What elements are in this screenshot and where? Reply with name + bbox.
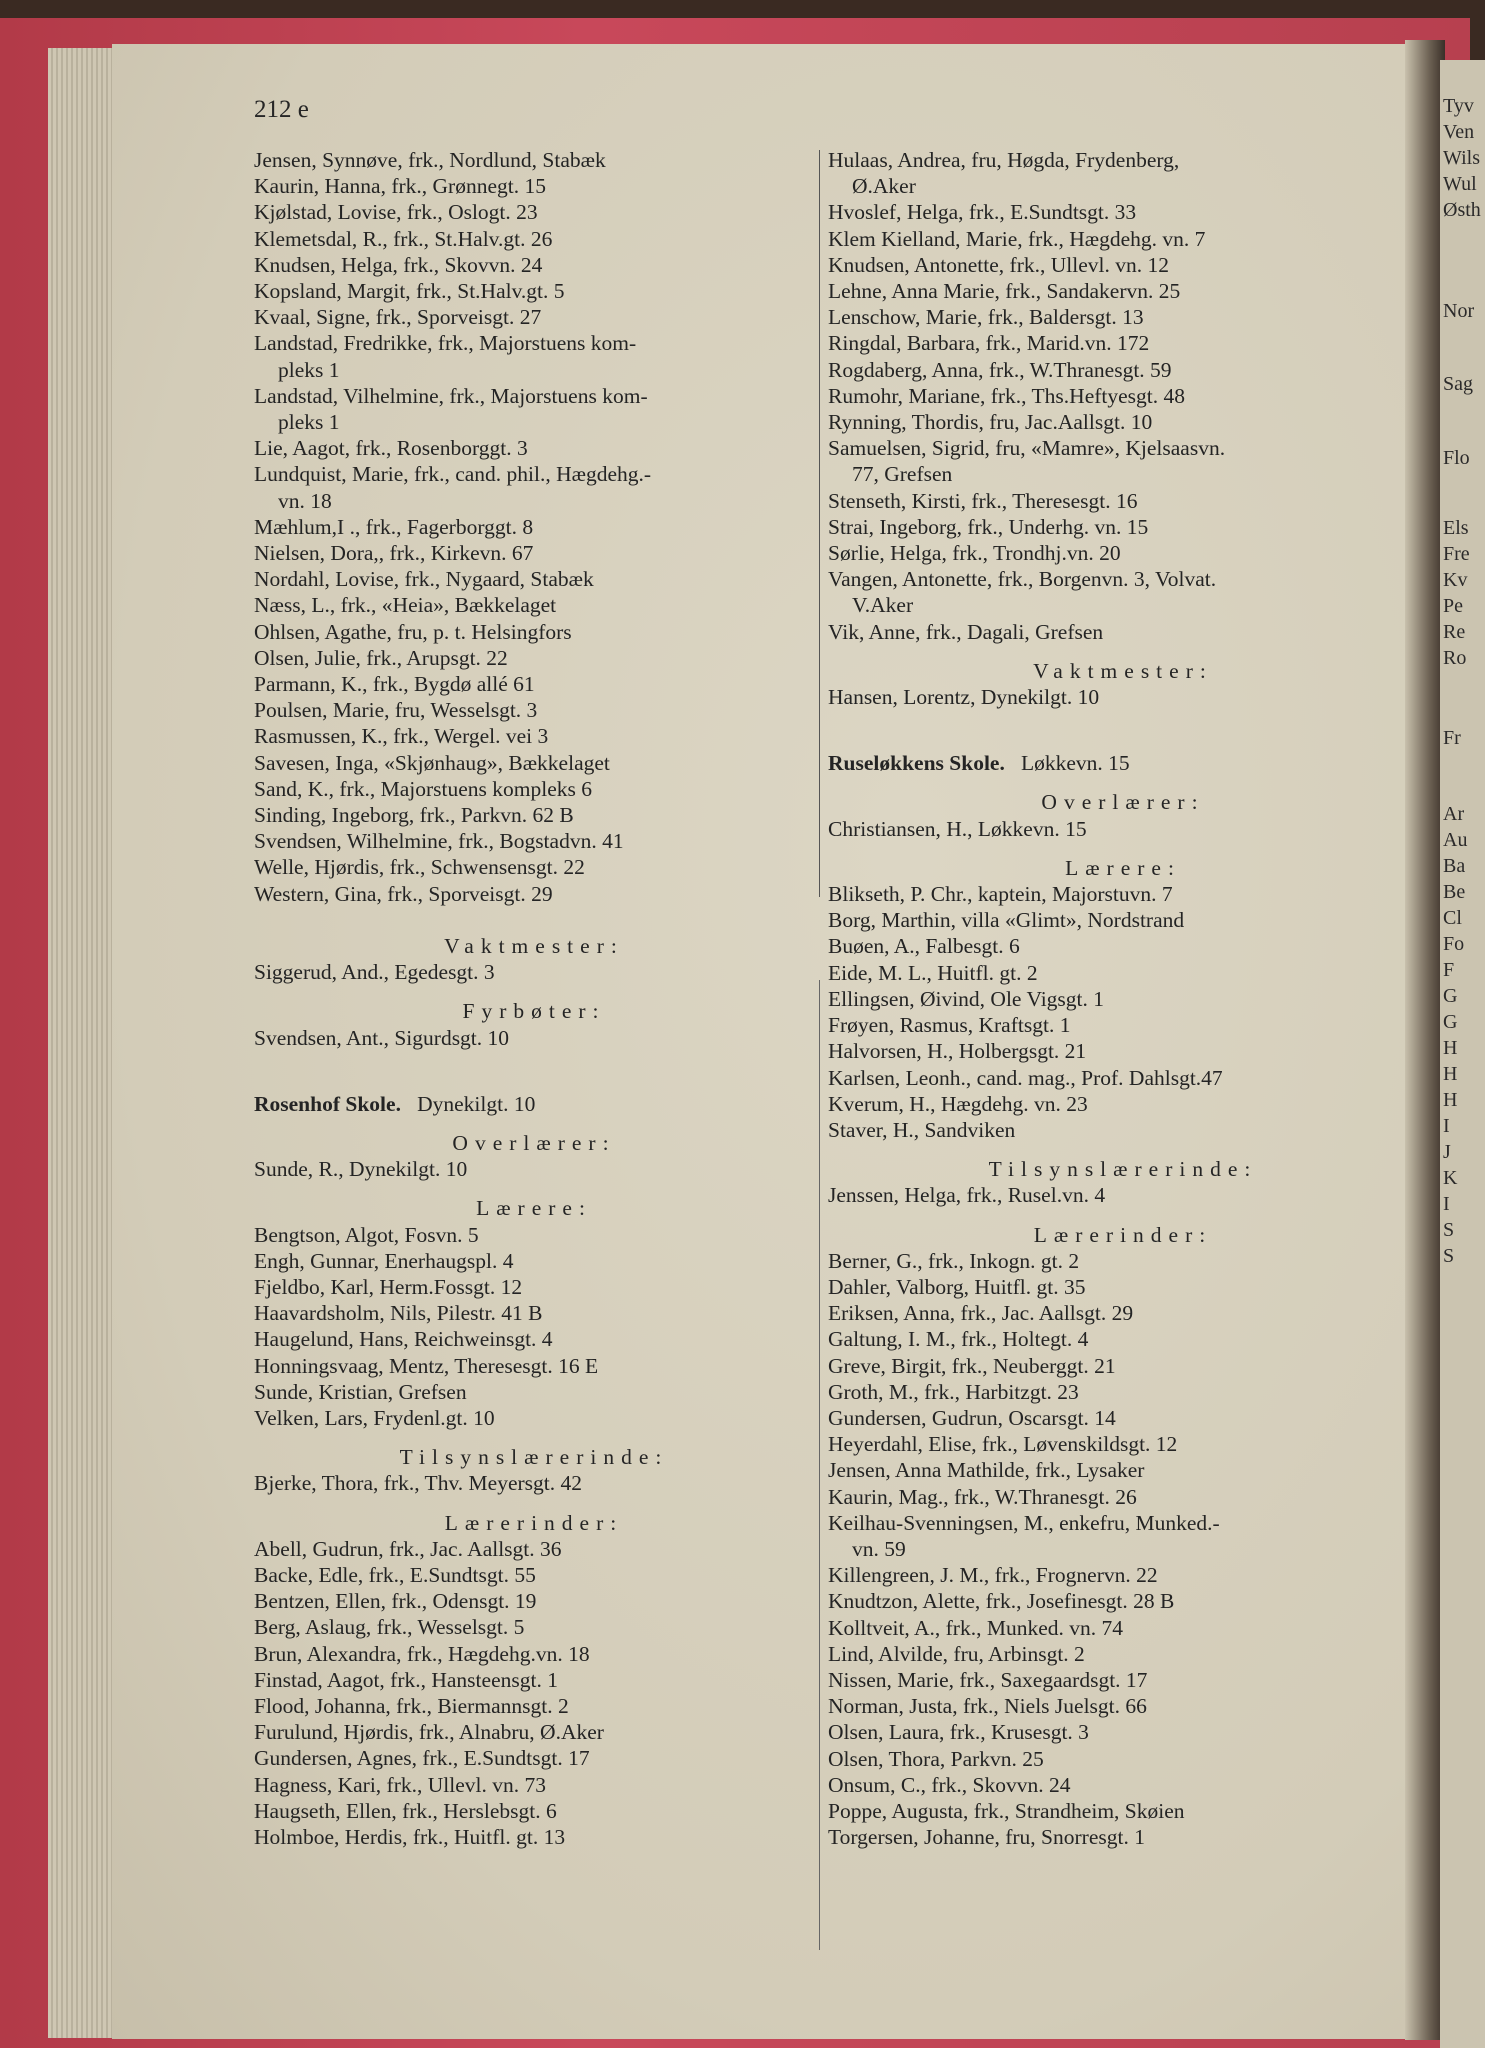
directory-entry: Siggerud, And., Egedesgt. 3 xyxy=(254,960,495,985)
directory-entry: Lenschow, Marie, frk., Baldersgt. 13 xyxy=(828,305,1144,330)
directory-entry: Karlsen, Leonh., cand. mag., Prof. Dahlsgt.47 xyxy=(828,1065,1223,1090)
directory-entry: Fjeldbo, Karl, Herm.Fossgt. 12 xyxy=(254,1274,523,1299)
entry-continuation: pleks 1 xyxy=(278,410,340,435)
facing-page-fragment: Nor xyxy=(1443,300,1475,322)
directory-entry: Jensen, Synnøve, frk., Nordlund, Stabæk xyxy=(254,148,606,172)
directory-entry: Lind, Alvilde, fru, Arbinsgt. 2 xyxy=(828,1641,1085,1666)
directory-entry: Savesen, Inga, «Skjønhaug», Bækkelaget xyxy=(254,750,610,775)
directory-entry: Mæhlum,I ., frk., Fagerborggt. 8 xyxy=(254,514,534,539)
page-number: 212 e xyxy=(254,96,309,123)
directory-entry: Lundquist, Marie, frk., cand. phil., Hægdehg.- xyxy=(254,462,652,487)
section-heading: Fyrbøter: xyxy=(462,999,606,1024)
facing-page-fragment: H xyxy=(1443,1089,1458,1111)
directory-entry: Borg, Marthin, villa «Glimt», Nordstrand xyxy=(828,908,1185,933)
facing-page-fragment: Ven xyxy=(1443,121,1475,143)
facing-page-fragment: Re xyxy=(1443,621,1466,643)
directory-entry: Haavardsholm, Nils, Pilestr. 41 B xyxy=(254,1301,543,1326)
facing-page-fragment: Ro xyxy=(1443,647,1467,669)
directory-entry: Eriksen, Anna, frk., Jac. Aallsgt. 29 xyxy=(828,1301,1134,1326)
spacer xyxy=(828,1143,1418,1156)
section-heading: Overlærer: xyxy=(452,1130,616,1155)
directory-entry: Lie, Aagot, frk., Rosenborggt. 3 xyxy=(254,436,528,461)
spacer xyxy=(828,776,1418,789)
entry-continuation: 77, Grefsen xyxy=(852,462,953,487)
directory-entry: Rumohr, Mariane, frk., Ths.Heftyesgt. 48 xyxy=(828,383,1186,408)
directory-entry: Kaurin, Mag., frk., W.Thranesgt. 26 xyxy=(828,1484,1137,1509)
section-heading: Vaktmester: xyxy=(1033,658,1213,683)
facing-page-fragment: Els xyxy=(1443,517,1469,539)
directory-entry: Nordahl, Lovise, frk., Nygaard, Stabæk xyxy=(254,567,594,592)
entry-continuation: pleks 1 xyxy=(278,357,340,382)
directory-entry: Klemetsdal, R., frk., St.Halv.gt. 26 xyxy=(254,226,553,251)
directory-entry: Rasmussen, K., frk., Wergel. vei 3 xyxy=(254,724,549,749)
section-heading: Overlærer: xyxy=(1041,790,1205,815)
directory-entry: Haugseth, Ellen, frk., Herslebsgt. 6 xyxy=(254,1798,557,1823)
facing-page-fragment: Cl xyxy=(1443,907,1462,929)
section-heading: Lærerinder: xyxy=(444,1510,624,1535)
facing-page-fragment: Fo xyxy=(1443,933,1465,955)
section-heading: Lærere: xyxy=(476,1196,592,1221)
directory-entry: Landstad, Fredrikke, frk., Majorstuens kom- xyxy=(254,331,637,356)
directory-entry: Torgersen, Johanne, fru, Snorresgt. 1 xyxy=(828,1825,1145,1850)
directory-entry: Ringdal, Barbara, frk., Marid.vn. 172 xyxy=(828,331,1150,356)
directory-entry: Honningsvaag, Mentz, Theresesgt. 16 E xyxy=(254,1353,599,1378)
school-heading xyxy=(254,1091,814,1117)
directory-entry: Greve, Birgit, frk., Neuberggt. 21 xyxy=(828,1353,1116,1378)
directory-entry: Dahler, Valborg, Huitfl. gt. 35 xyxy=(828,1274,1086,1299)
directory-entry: Knudsen, Antonette, frk., Ullevl. vn. 12 xyxy=(828,252,1169,277)
directory-entry: Hulaas, Andrea, fru, Høgda, Frydenberg, xyxy=(828,148,1180,172)
directory-entry: Ellingsen, Øivind, Ole Vigsgt. 1 xyxy=(828,986,1105,1011)
directory-entry: Kverum, H., Hægdehg. vn. 23 xyxy=(828,1091,1088,1116)
directory-entry: Christiansen, H., Løkkevn. 15 xyxy=(828,816,1087,841)
directory-entry: Finstad, Aagot, frk., Hansteensgt. 1 xyxy=(254,1667,558,1692)
directory-entry: Olsen, Laura, frk., Krusesgt. 3 xyxy=(828,1720,1089,1745)
facing-page-fragment: Flo xyxy=(1443,447,1470,469)
spacer xyxy=(254,1431,814,1444)
directory-entry: Knudsen, Helga, frk., Skovvn. 24 xyxy=(254,252,543,277)
facing-page-fragment: S xyxy=(1443,1245,1455,1267)
directory-entry: Vangen, Antonette, frk., Borgenvn. 3, Volvat. xyxy=(828,567,1217,592)
directory-entry: Landstad, Vilhelmine, frk., Majorstuens kom- xyxy=(254,383,648,408)
directory-entry: Blikseth, P. Chr., kaptein, Majorstuvn. 7 xyxy=(828,882,1173,907)
page-edges xyxy=(48,48,118,2038)
facing-page-fragment: Kv xyxy=(1443,569,1468,591)
directory-entry: Svendsen, Wilhelmine, frk., Bogstadvn. 41 xyxy=(254,829,624,854)
school-address: Dynekilgt. 10 xyxy=(400,1091,536,1116)
directory-entry: Sunde, Kristian, Grefsen xyxy=(254,1379,467,1404)
directory-entry: Berg, Aslaug, frk., Wesselsgt. 5 xyxy=(254,1615,525,1640)
directory-entry: Eide, M. L., Huitfl. gt. 2 xyxy=(828,960,1038,985)
facing-page-fragment: F xyxy=(1443,959,1455,981)
directory-entry: Kolltveit, A., frk., Munked. vn. 74 xyxy=(828,1615,1124,1640)
spacer xyxy=(254,907,814,933)
directory-entry: Strai, Ingeborg, frk., Underhg. vn. 15 xyxy=(828,514,1149,539)
directory-entry: Backe, Edle, frk., E.Sundtsgt. 55 xyxy=(254,1562,536,1587)
facing-page-fragment: G xyxy=(1443,985,1458,1007)
section-heading: Tilsynslærerinde: xyxy=(399,1445,669,1470)
spacer xyxy=(254,985,814,998)
directory-entry: Furulund, Hjørdis, frk., Alnabru, Ø.Aker xyxy=(254,1720,604,1745)
directory-entry: Vik, Anne, frk., Dagali, Grefsen xyxy=(828,619,1104,644)
facing-page-fragment: Wils xyxy=(1443,147,1480,169)
spacer xyxy=(828,710,1418,750)
directory-entry: Gundersen, Agnes, frk., E.Sundtsgt. 17 xyxy=(254,1746,590,1771)
facing-page-fragment: H xyxy=(1443,1037,1458,1059)
directory-entry: Western, Gina, frk., Sporveisgt. 29 xyxy=(254,881,553,906)
directory-entry: Nielsen, Dora,, frk., Kirkevn. 67 xyxy=(254,541,534,566)
directory-entry: Heyerdahl, Elise, frk., Løvenskildsgt. 12 xyxy=(828,1432,1178,1457)
directory-entry: Abell, Gudrun, frk., Jac. Aallsgt. 36 xyxy=(254,1536,562,1561)
directory-entry: Knudtzon, Alette, frk., Josefinesgt. 28 B xyxy=(828,1589,1175,1614)
directory-entry: Holmboe, Herdis, frk., Huitfl. gt. 13 xyxy=(254,1824,566,1849)
directory-entry: Nissen, Marie, frk., Saxegaardsgt. 17 xyxy=(828,1667,1148,1692)
directory-entry: Olsen, Julie, frk., Arupsgt. 22 xyxy=(254,645,508,670)
directory-entry: Sørlie, Helga, frk., Trondhj.vn. 20 xyxy=(828,541,1121,566)
directory-entry: Jenssen, Helga, frk., Rusel.vn. 4 xyxy=(828,1183,1106,1208)
directory-entry: Onsum, C., frk., Skovvn. 24 xyxy=(828,1772,1071,1797)
facing-page-fragment: Ba xyxy=(1443,855,1466,877)
directory-entry: Samuelsen, Sigrid, fru, «Mamre», Kjelsaasvn. xyxy=(828,436,1226,461)
facing-page-fragment: Ar xyxy=(1443,803,1465,825)
facing-page-fragment: Au xyxy=(1443,829,1468,851)
directory-entry: Staver, H., Sandviken xyxy=(828,1117,1016,1142)
spacer xyxy=(254,1051,814,1091)
directory-entry: Poulsen, Marie, fru, Wesselsgt. 3 xyxy=(254,698,538,723)
spacer xyxy=(828,842,1418,855)
school-address: Løkkevn. 15 xyxy=(1004,751,1130,776)
directory-entry: Gundersen, Gudrun, Oscarsgt. 14 xyxy=(828,1405,1116,1430)
directory-entry: Bengtson, Algot, Fosvn. 5 xyxy=(254,1222,479,1247)
facing-page-strip xyxy=(1440,60,1485,2048)
directory-entry: Sinding, Ingeborg, frk., Parkvn. 62 B xyxy=(254,803,574,828)
directory-entry: Berner, G., frk., Inkogn. gt. 2 xyxy=(828,1248,1080,1273)
section-heading: Lærere: xyxy=(1065,855,1181,880)
entry-continuation: vn. 18 xyxy=(278,488,332,513)
facing-page-fragment: Tyv xyxy=(1443,95,1474,117)
facing-page-fragment: J xyxy=(1443,1141,1451,1163)
facing-page-fragment: H xyxy=(1443,1063,1458,1085)
entry-continuation: vn. 59 xyxy=(852,1536,906,1561)
directory-entry: Norman, Justa, frk., Niels Juelsgt. 66 xyxy=(828,1694,1147,1719)
directory-entry: Olsen, Thora, Parkvn. 25 xyxy=(828,1746,1044,1771)
spacer xyxy=(254,1117,814,1130)
directory-entry: Kaurin, Hanna, frk., Grønnegt. 15 xyxy=(254,174,546,199)
spacer xyxy=(828,645,1418,658)
column-rule-top xyxy=(819,150,820,897)
section-heading: Lærerinder: xyxy=(1033,1222,1213,1247)
facing-page-fragment: Fr xyxy=(1443,727,1461,749)
directory-entry: Ohlsen, Agathe, fru, p. t. Helsingfors xyxy=(254,619,572,644)
directory-entry: Galtung, I. M., frk., Holtegt. 4 xyxy=(828,1327,1089,1352)
section-heading: Tilsynslærerinde: xyxy=(988,1157,1258,1182)
directory-entry: Sunde, R., Dynekilgt. 10 xyxy=(254,1157,468,1182)
directory-entry: Kopsland, Margit, frk., St.Halv.gt. 5 xyxy=(254,279,565,304)
directory-entry: Bjerke, Thora, frk., Thv. Meyersgt. 42 xyxy=(254,1471,583,1496)
spacer xyxy=(828,1209,1418,1222)
directory-entry: Hvoslef, Helga, frk., E.Sundtsgt. 33 xyxy=(828,200,1137,225)
directory-entry: Haugelund, Hans, Reichweinsgt. 4 xyxy=(254,1327,553,1352)
facing-page-fragment: Sag xyxy=(1443,373,1473,395)
school-heading xyxy=(828,750,1418,776)
facing-page-fragment: Fre xyxy=(1443,543,1470,565)
spacer xyxy=(254,1497,814,1510)
entry-continuation: V.Aker xyxy=(852,593,914,618)
directory-entry: Rynning, Thordis, fru, Jac.Aallsgt. 10 xyxy=(828,410,1153,435)
directory-entry: Sand, K., frk., Majorstuens kompleks 6 xyxy=(254,776,592,801)
directory-entry: Hansen, Lorentz, Dynekilgt. 10 xyxy=(828,685,1100,710)
directory-entry: Bentzen, Ellen, frk., Odensgt. 19 xyxy=(254,1589,537,1614)
directory-entry: Kjølstad, Lovise, frk., Oslogt. 23 xyxy=(254,200,538,225)
directory-entry: Næss, L., frk., «Heia», Bækkelaget xyxy=(254,593,557,618)
spacer xyxy=(254,1182,814,1195)
directory-entry: Keilhau-Svenningsen, M., enkefru, Munked.- xyxy=(828,1510,1220,1535)
facing-page-fragment: G xyxy=(1443,1011,1458,1033)
left-column xyxy=(254,147,814,1850)
directory-entry: Frøyen, Rasmus, Kraftsgt. 1 xyxy=(828,1013,1071,1038)
directory-entry: Engh, Gunnar, Enerhaugspl. 4 xyxy=(254,1248,514,1273)
facing-page-fragment: Be xyxy=(1443,881,1466,903)
directory-entry: Parmann, K., frk., Bygdø allé 61 xyxy=(254,672,535,697)
directory-entry: Buøen, A., Falbesgt. 6 xyxy=(828,934,1020,959)
directory-entry: Killengreen, J. M., frk., Frognervn. 22 xyxy=(828,1563,1158,1588)
facing-page-fragment: Wul xyxy=(1443,173,1477,195)
directory-entry: Halvorsen, H., Holbergsgt. 21 xyxy=(828,1039,1087,1064)
column-rule-bottom xyxy=(819,980,820,1950)
directory-entry: Kvaal, Signe, frk., Sporveisgt. 27 xyxy=(254,305,542,330)
directory-entry: Svendsen, Ant., Sigurdsgt. 10 xyxy=(254,1025,510,1050)
facing-page-fragment: K xyxy=(1443,1167,1458,1189)
directory-entry: Lehne, Anna Marie, frk., Sandakervn. 25 xyxy=(828,279,1181,304)
directory-entry: Jensen, Anna Mathilde, frk., Lysaker xyxy=(828,1458,1145,1483)
directory-entry: Groth, M., frk., Harbitzgt. 23 xyxy=(828,1379,1079,1404)
directory-entry: Stenseth, Kirsti, frk., Theresesgt. 16 xyxy=(828,488,1138,513)
directory-entry: Poppe, Augusta, frk., Strandheim, Skøien xyxy=(828,1798,1185,1823)
directory-entry: Brun, Alexandra, frk., Hægdehg.vn. 18 xyxy=(254,1641,590,1666)
directory-entry: Rogdaberg, Anna, frk., W.Thranesgt. 59 xyxy=(828,357,1172,382)
directory-entry: Hagness, Kari, frk., Ullevl. vn. 73 xyxy=(254,1772,546,1797)
school-name: Rosenhof Skole. xyxy=(254,1091,401,1116)
directory-entry: Klem Kielland, Marie, frk., Hægdehg. vn. 7 xyxy=(828,226,1206,251)
directory-entry: Flood, Johanna, frk., Biermannsgt. 2 xyxy=(254,1693,569,1718)
facing-page-fragment: S xyxy=(1443,1219,1455,1241)
facing-page-fragment: Østh xyxy=(1443,199,1481,221)
directory-entry: Velken, Lars, Frydenl.gt. 10 xyxy=(254,1405,495,1430)
school-name: Ruseløkkens Skole. xyxy=(828,751,1005,776)
entry-continuation: Ø.Aker xyxy=(852,174,916,199)
section-heading: Vaktmester: xyxy=(444,933,624,958)
facing-page-fragment: I xyxy=(1443,1193,1450,1215)
right-column xyxy=(828,147,1418,1850)
facing-page-fragment: I xyxy=(1443,1115,1450,1137)
facing-page-fragment: Pe xyxy=(1443,595,1463,617)
directory-entry: Welle, Hjørdis, frk., Schwensensgt. 22 xyxy=(254,855,585,880)
